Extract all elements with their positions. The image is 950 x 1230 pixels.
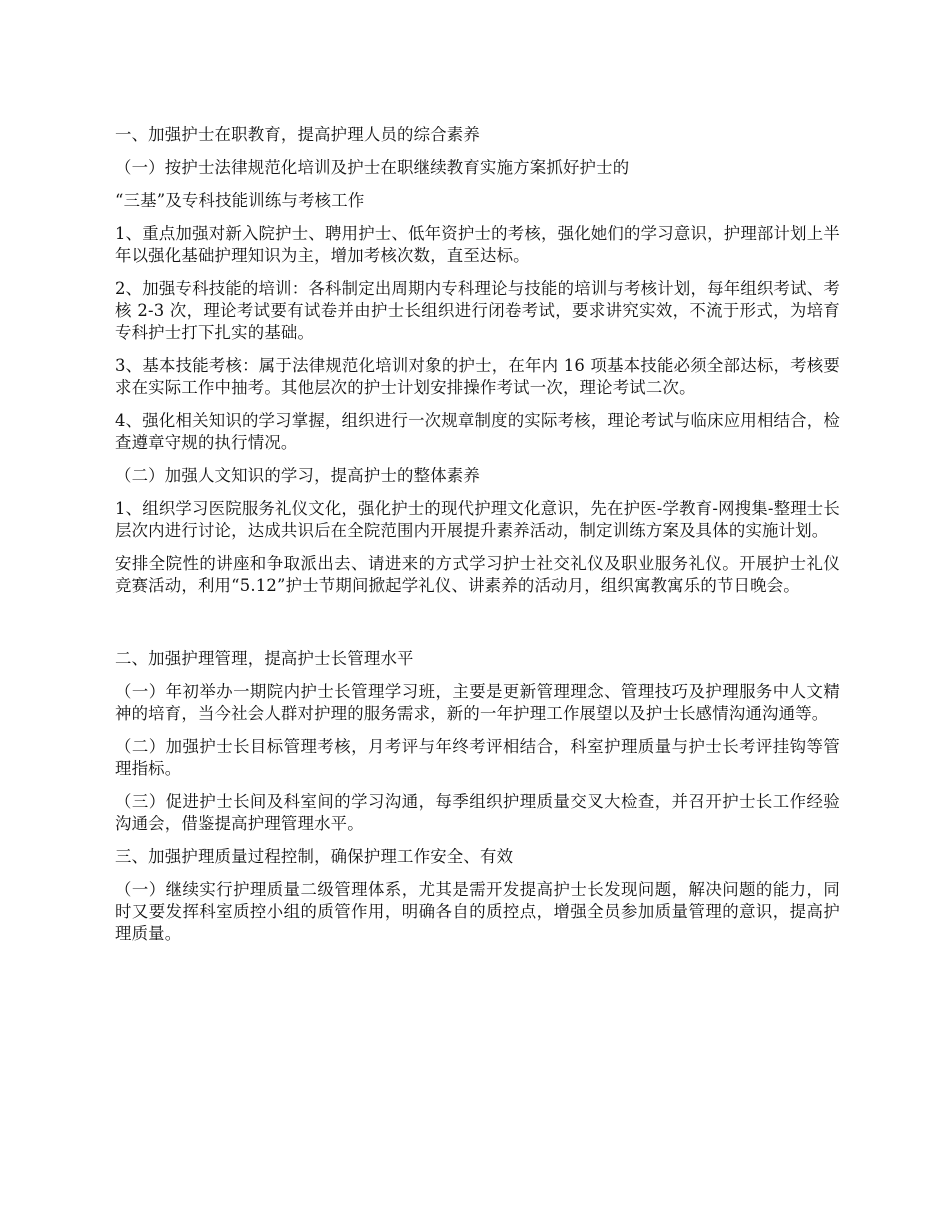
section-heading-3: 三、加强护理质量过程控制，确保护理工作安全、有效 (115, 847, 514, 866)
paragraph-1-1-2: 2、加强专科技能的培训：各科制定出周期内专科理论与技能的培训与考核计划，每年组织考试、考核 2-3 次，理论考试要有试卷并由护士长组织进行闭卷考试，要求讲究实效，不流于形式，为培育专科护士打下扎实的基础。 (115, 279, 840, 342)
section-gap (115, 608, 840, 648)
paragraph-1-1-3: 3、基本技能考核：属于法律规范化培训对象的护士，在年内 16 项基本技能必须全部达标，考核要求在实际工作中抽考。其他层次的护士计划安排操作考试一次，理论考试二次。 (115, 356, 840, 397)
section-heading-1: 一、加强护士在职教育，提高护理人员的综合素养 (115, 125, 480, 144)
paragraph-1-1-4: 4、强化相关知识的学习掌握，组织进行一次规章制度的实际考核，理论考试与临床应用相结合，检查遵章守规的执行情况。 (115, 411, 840, 452)
paragraph-2-1: （一）年初举办一期院内护士长管理学习班，主要是更新管理理念、管理技巧及护理服务中人文精神的培育，当今社会人群对护理的服务需求，新的一年护理工作展望以及护士长感情沟通沟通等。 (115, 682, 840, 723)
paragraph-2-2: （二）加强护士长目标管理考核，月考评与年终考评相结合，科室护理质量与护士长考评挂钩等管理指标。 (115, 737, 840, 778)
paragraph-1-1-1: 1、重点加强对新入院护士、聘用护士、低年资护士的考核，强化她们的学习意识，护理部计划上半年以强化基础护理知识为主，增加考核次数，直至达标。 (115, 224, 840, 265)
subsection-heading-1-2: （二）加强人文知识的学习，提高护士的整体素养 (115, 466, 480, 485)
paragraph-1-2-2: 安排全院性的讲座和争取派出去、请进来的方式学习护士社交礼仪及职业服务礼仪。开展护士礼仪竞赛活动，利用“5.12”护士节期间掀起学礼仪、讲素养的活动月，组织寓教寓乐的节日晚会。 (115, 554, 840, 595)
subsection-heading-1-1-cont: “三基”及专科技能训练与考核工作 (115, 191, 365, 210)
section-heading-2: 二、加强护理管理，提高护士长管理水平 (115, 649, 414, 668)
paragraph-1-2-1: 1、组织学习医院服务礼仪文化，强化护士的现代护理文化意识，先在护医-学教育-网搜集-整理士长层次内进行讨论，达成共识后在全院范围内开展提升素养活动，制定训练方案及具体的实施计划。 (115, 499, 840, 540)
paragraph-2-3: （三）促进护士长间及科室间的学习沟通，每季组织护理质量交叉大检查，并召开护士长工作经验沟通会，借鉴提高护理管理水平。 (115, 792, 840, 833)
document-page (115, 124, 840, 956)
subsection-heading-1-1: （一）按护士法律规范化培训及护士在职继续教育实施方案抓好护士的 (115, 158, 630, 177)
paragraph-3-1: （一）继续实行护理质量二级管理体系，尤其是需开发提高护士长发现问题，解决问题的能力，同时又要发挥科室质控小组的质管作用，明确各自的质控点，增强全员参加质量管理的意识，提高护理质量。 (115, 880, 840, 943)
